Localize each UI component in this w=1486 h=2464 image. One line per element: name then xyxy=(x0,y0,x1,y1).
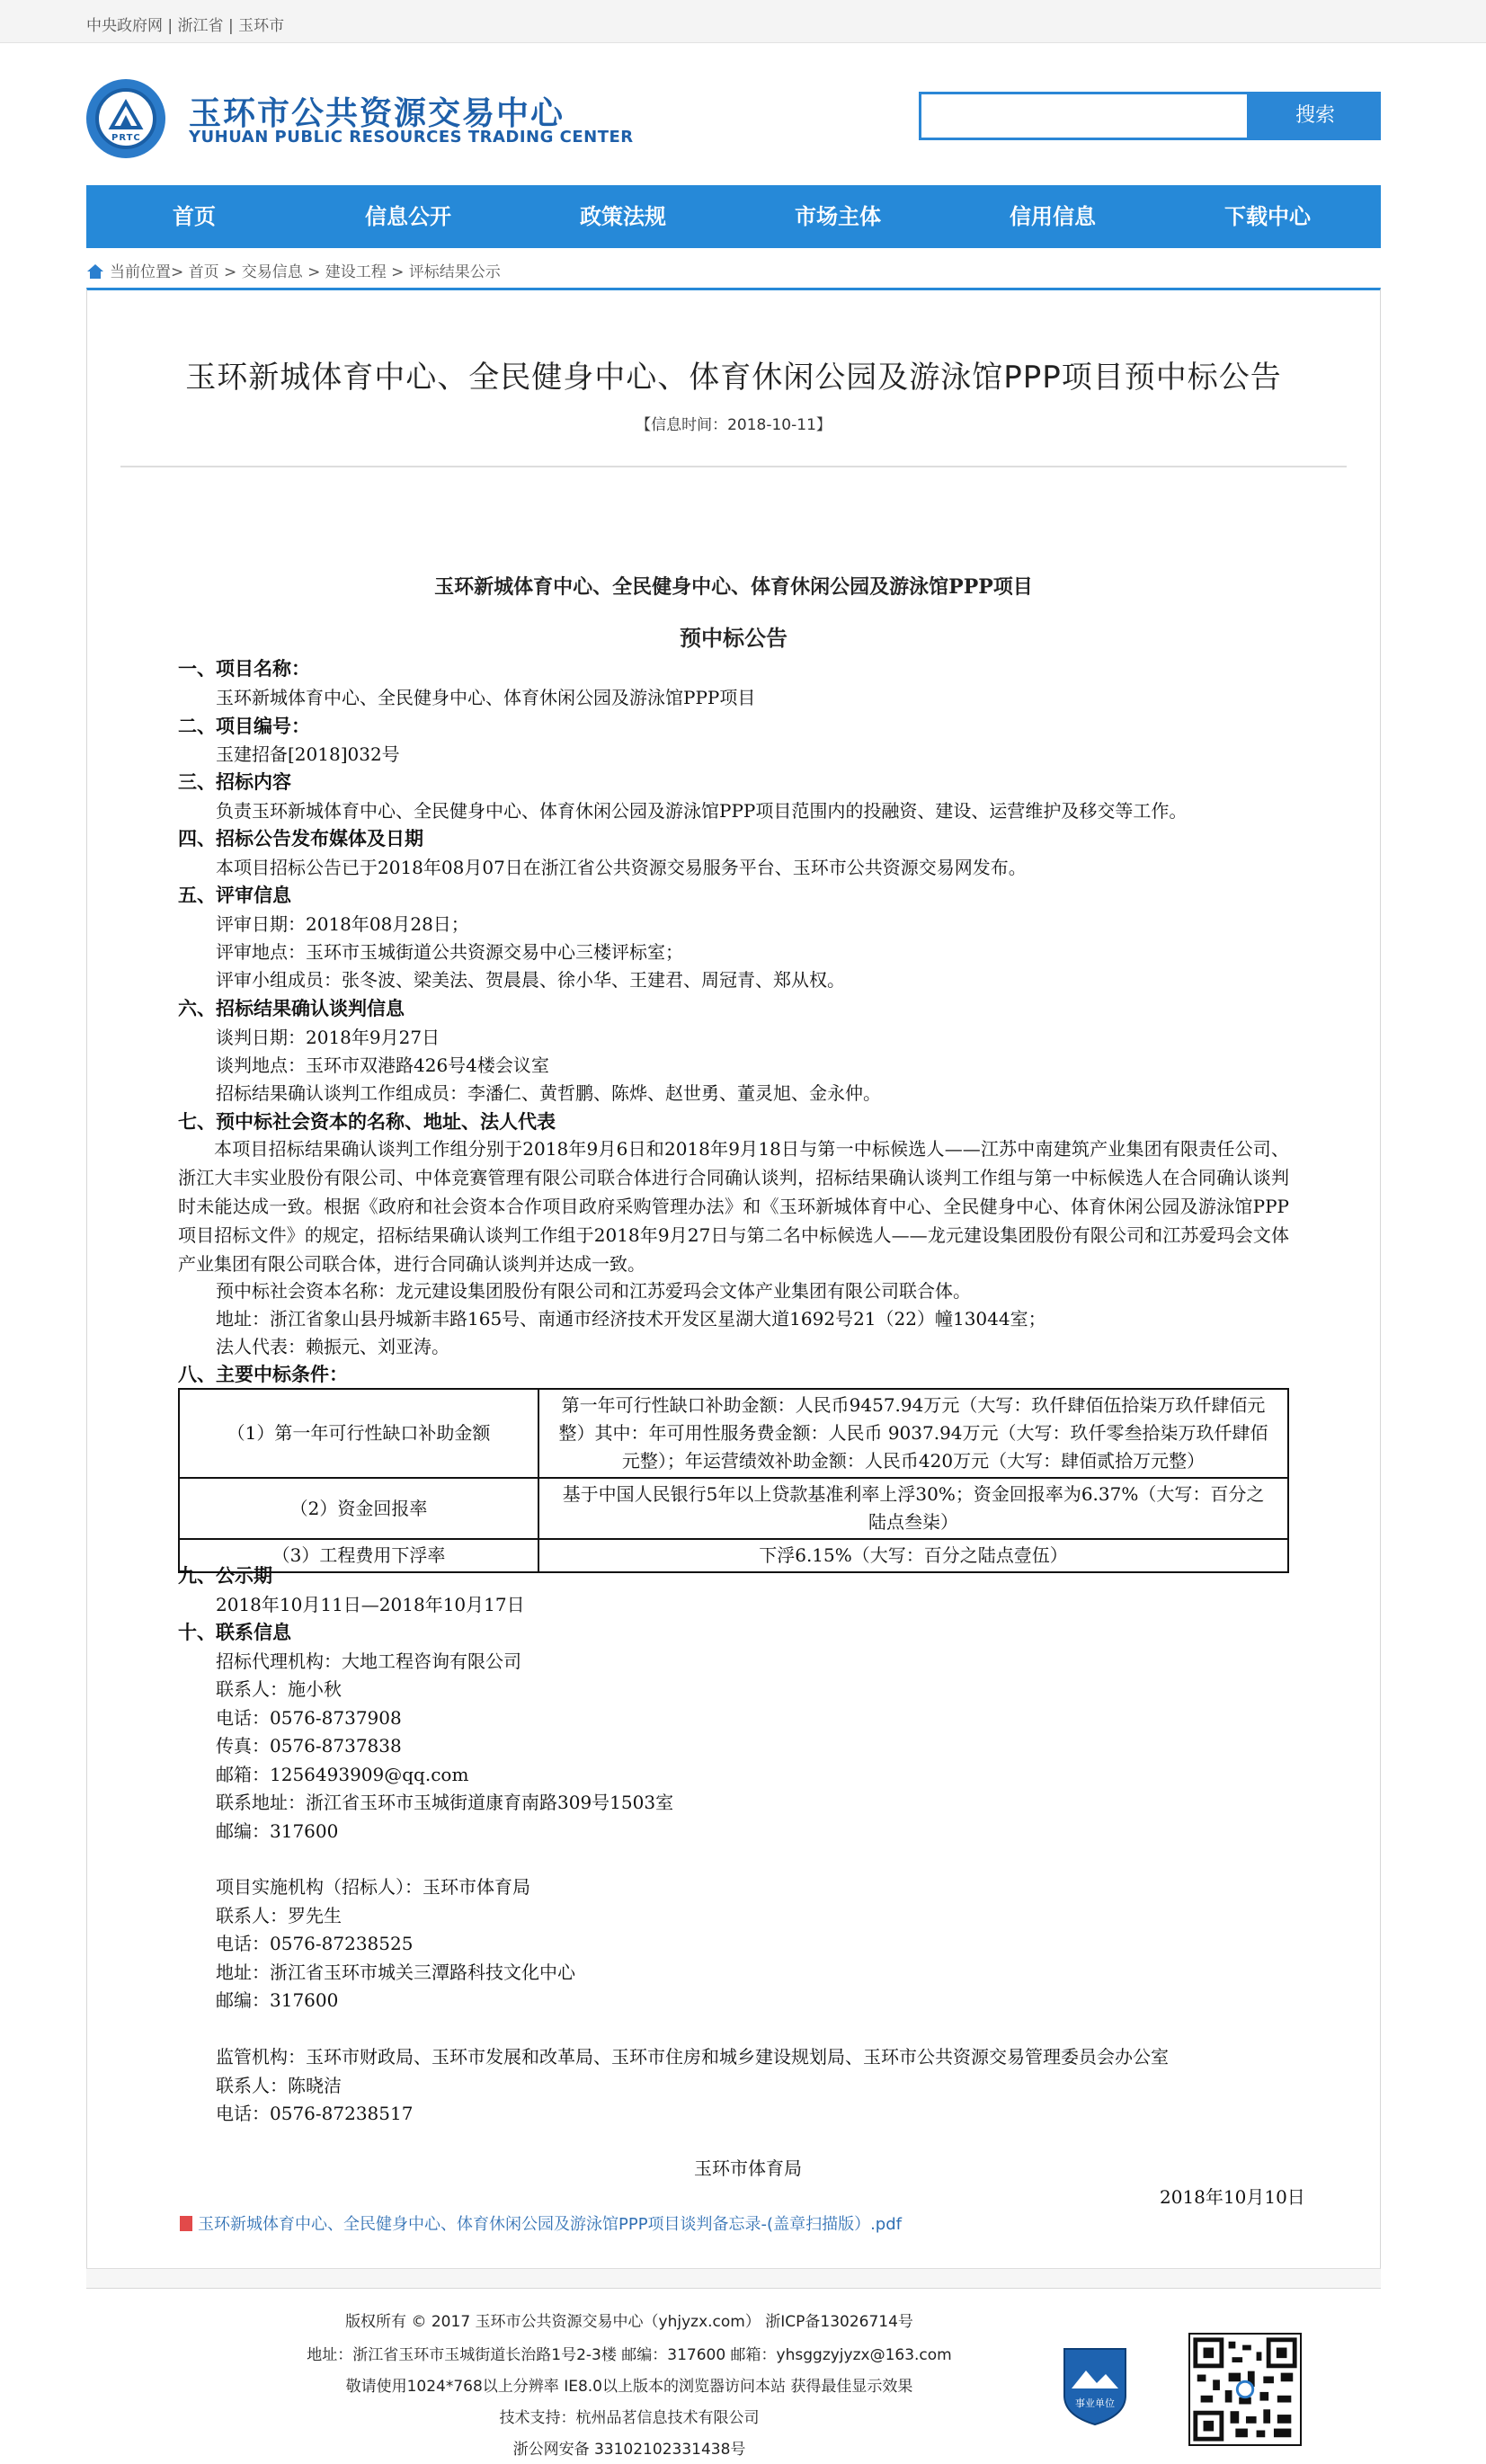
attachment-link[interactable] xyxy=(180,2211,902,2235)
section-heading: 五、评审信息 xyxy=(178,884,291,906)
site-logo[interactable] xyxy=(86,79,165,158)
signer: 玉环市体育局 xyxy=(694,2157,802,2179)
logo-mountain-icon xyxy=(108,97,144,133)
nav-item-policy[interactable]: 政策法规 xyxy=(580,204,666,229)
paragraph-body: 本项目招标结果确认谈判工作组分别于2018年9月6日和2018年9月18日与第一中标候选人——江苏中南建筑产业集团有限责任公司、浙江大丰实业股份有限公司、中体竞赛管理有限公司联合体进行合同确认谈判，招标结果确认谈判工作组与第一中标候选人在合同确认谈判时未能达成一致。根据《政府和社会资本合作项目政府采购管理办法》和《玉环新城体育中心、全民健身中心、体育休闲公园及游泳馆PPP项目招标文件》的规定，招标结果确认谈判工作组于2018年9月27日与第二名中标候选人——龙元建设集团股份有限公司和江苏爱玛会文体产业集团有限公司联合体，进行合同确认谈判并达成一致。 xyxy=(178,1138,1289,1275)
breadcrumb xyxy=(86,259,501,281)
contact-line: 联系人：罗先生 xyxy=(216,1905,342,1926)
table-row xyxy=(179,1539,1288,1572)
badge-text: 事业单位 xyxy=(1075,2397,1115,2409)
contact-line: 项目实施机构（招标人）：玉环市体育局 xyxy=(216,1876,530,1898)
logo-emblem xyxy=(95,88,156,149)
page-title: 玉环新城体育中心、全民健身中心、体育休闲公园及游泳馆PPP项目预中标公告 xyxy=(185,360,1282,396)
title-divider xyxy=(120,466,1347,467)
section-heading: 八、主要中标条件： xyxy=(178,1363,348,1385)
contact-line: 招标代理机构：大地工程咨询有限公司 xyxy=(216,1650,521,1672)
footer-tech-support[interactable]: 技术支持：杭州品茗信息技术有限公司 xyxy=(499,2409,760,2427)
table-cell-value: 下浮6.15%（大写：百分之陆点壹伍） xyxy=(538,1539,1288,1572)
footer-browser-note: 敬请使用1024*768以上分辨率 IE8.0以上版本的浏览器访问本站 获得最佳显示效果 xyxy=(345,2378,913,2396)
table-row xyxy=(179,1478,1288,1539)
paragraph: 招标结果确认谈判工作组成员：李潘仁、黄哲鹏、陈烨、赵世勇、董灵旭、金永仲。 xyxy=(216,1082,881,1104)
contact-line: 邮编：317600 xyxy=(216,1989,339,2011)
table-cell-label: （3）工程费用下浮率 xyxy=(179,1539,538,1572)
horizontal-scrollbar[interactable] xyxy=(86,2268,1381,2288)
contact-line: 地址：浙江省玉环市城关三潭路科技文化中心 xyxy=(216,1961,575,1983)
contact-line: 邮箱：1256493909@qq.com xyxy=(216,1764,469,1785)
paragraph: 法人代表：赖振元、刘亚涛。 xyxy=(216,1336,449,1357)
contact-line: 传真：0576-8737838 xyxy=(216,1735,402,1757)
contact-line: 监管机构：玉环市财政局、玉环市发展和改革局、玉环市住房和城乡建设规划局、玉环市公共资源交易管理委员会办公室 xyxy=(216,2046,1169,2068)
logo-text: PRTC xyxy=(111,133,141,143)
section-heading: 十、联系信息 xyxy=(178,1621,291,1643)
paragraph: 评审小组成员：张冬波、梁美法、贺晨晨、徐小华、王建君、周冠青、郑从权。 xyxy=(216,969,845,991)
paragraph: 本项目招标公告已于2018年08月07日在浙江省公共资源交易服务平台、玉环市公共资源交易网发布。 xyxy=(216,857,1027,878)
contact-line: 邮编：317600 xyxy=(216,1820,339,1842)
table-cell-label: （2）资金回报率 xyxy=(179,1478,538,1539)
footer-address: 地址：浙江省玉环市玉城街道长治路1号2-3楼 邮编：317600 邮箱：yhsggzyjyzx@163.com xyxy=(307,2346,952,2364)
section-heading: 六、招标结果确认谈判信息 xyxy=(178,997,405,1019)
table-cell-value: 第一年可行性缺口补助金额：人民币9457.94万元（大写：玖仟肆佰伍拾柒万玖仟肆佰元整）其中：年可用性服务费金额：人民币 9037.94万元（大写：玖仟零叁拾柒万玖仟肆佰元整）；年运营绩效补助金额：人民币420万元（大写：肆佰贰拾万元整） xyxy=(538,1389,1288,1478)
pdf-icon xyxy=(180,2216,192,2231)
home-icon xyxy=(86,263,104,280)
doc-subtitle: 预中标公告 xyxy=(680,625,787,651)
table-cell-label: （1）第一年可行性缺口补助金额 xyxy=(179,1389,538,1478)
paragraph: 谈判地点：玉环市双港路426号4楼会议室 xyxy=(216,1054,549,1076)
table-row xyxy=(179,1389,1288,1478)
contact-line: 联系人：施小秋 xyxy=(216,1678,342,1700)
contact-line: 联系人：陈晓洁 xyxy=(216,2075,342,2096)
contact-line: 电话：0576-87238525 xyxy=(216,1933,414,1954)
site-subtitle: YUHUAN PUBLIC RESOURCES TRADING CENTER xyxy=(189,128,634,147)
paragraph: 评审日期：2018年08月28日； xyxy=(216,913,469,935)
section-heading: 七、预中标社会资本的名称、地址、法人代表 xyxy=(178,1110,556,1133)
nav-item-info[interactable]: 信息公开 xyxy=(365,204,451,229)
attachment-label[interactable]: 玉环新城体育中心、全民健身中心、体育休闲公园及游泳馆PPP项目谈判备忘录-(盖章扫描版）.pdf xyxy=(198,2215,902,2234)
paragraph: 玉环新城体育中心、全民健身中心、体育休闲公园及游泳馆PPP项目 xyxy=(216,687,756,708)
paragraph: 玉建招备[2018]032号 xyxy=(216,743,400,765)
section-heading: 三、招标内容 xyxy=(178,770,291,793)
public-institution-badge-icon[interactable] xyxy=(1061,2344,1129,2426)
info-time: 【信息时间：2018-10-11】 xyxy=(636,416,832,434)
nav-item-credit[interactable]: 信用信息 xyxy=(1010,204,1096,229)
section-heading: 四、招标公告发布媒体及日期 xyxy=(178,827,423,850)
footer-copyright: 版权所有 © 2017 玉环市公共资源交易中心（yhjyzx.com） 浙ICP备13026714号 xyxy=(345,2313,913,2331)
site-title[interactable]: 玉环市公共资源交易中心 xyxy=(189,95,565,132)
paragraph: 地址：浙江省象山县丹城新丰路165号、南通市经济技术开发区星湖大道1692号21（22）幢13044室； xyxy=(216,1308,1046,1330)
contact-line: 电话：0576-8737908 xyxy=(216,1707,402,1729)
doc-title: 玉环新城体育中心、全民健身中心、体育休闲公园及游泳馆PPP项目 xyxy=(434,575,1033,599)
nav-item-home[interactable]: 首页 xyxy=(173,204,216,229)
section-heading: 九、公示期 xyxy=(178,1564,272,1587)
top-bar xyxy=(0,0,1486,43)
nav-item-download[interactable]: 下载中心 xyxy=(1224,204,1311,229)
paragraph: 预中标社会资本名称：龙元建设集团股份有限公司和江苏爱玛会文体产业集团有限公司联合体。 xyxy=(216,1280,971,1302)
search-button[interactable]: 搜索 xyxy=(1250,92,1381,140)
breadcrumb-text[interactable]: 当前位置> 首页 > 交易信息 > 建设工程 > 评标结果公示 xyxy=(110,263,501,281)
footer-police-record[interactable]: 浙公网安备 33102102331438号 xyxy=(512,2441,746,2459)
section-heading: 一、项目名称： xyxy=(178,657,310,680)
qr-code-icon xyxy=(1188,2333,1302,2446)
nav-item-market[interactable]: 市场主体 xyxy=(795,204,881,229)
paragraph: 2018年10月11日—2018年10月17日 xyxy=(216,1594,525,1615)
section-heading: 二、项目编号： xyxy=(178,715,310,737)
main-nav xyxy=(86,185,1381,248)
contact-line: 联系地址：浙江省玉环市玉城街道康育南路309号1503室 xyxy=(216,1792,674,1813)
contact-line: 电话：0576-87238517 xyxy=(216,2103,414,2124)
paragraph: 评审地点：玉环市玉城街道公共资源交易中心三楼评标室； xyxy=(216,941,683,963)
search-input[interactable] xyxy=(919,92,1250,140)
paragraph: 谈判日期：2018年9月27日 xyxy=(216,1027,440,1048)
top-links[interactable]: 中央政府网 | 浙江省 | 玉环市 xyxy=(86,17,285,35)
paragraph: 负责玉环新城体育中心、全民健身中心、体育休闲公园及游泳馆PPP项目范围内的投融资、建设、运营维护及移交等工作。 xyxy=(216,800,1188,822)
award-terms-table xyxy=(178,1388,1289,1573)
sign-date: 2018年10月10日 xyxy=(1160,2186,1305,2208)
table-cell-value: 基于中国人民银行5年以上贷款基准利率上浮30%；资金回报率为6.37%（大写：百分之陆点叁柒） xyxy=(538,1478,1288,1539)
